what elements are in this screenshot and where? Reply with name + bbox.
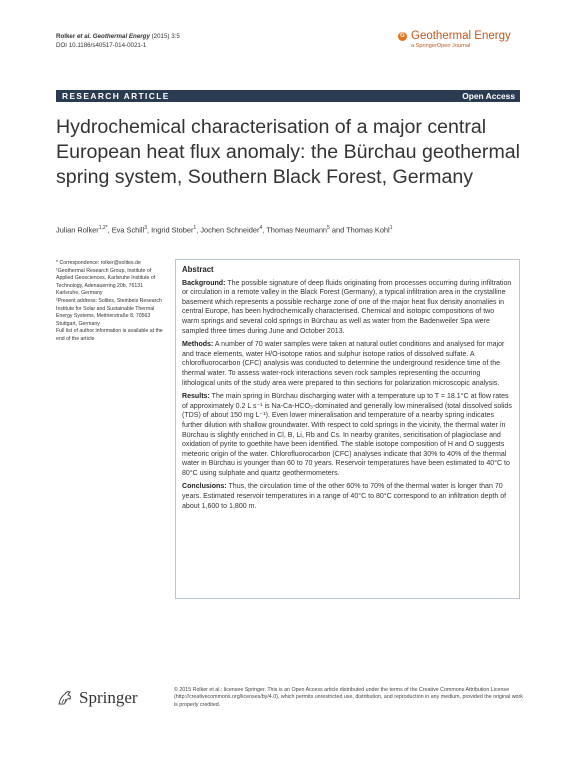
methods-text: A number of 70 water samples were taken at natural outlet conditions and analysed for major and trace elements, water H/O-isotope ratios and sulphur isotope ratios of dissolved sulfate. A chlorofluorocarbon (CFC) analysis was conducted to determine the underground residence time of the thermal water. To assess water-rock interactions seven rock samples representing the occurring lithological units of the study area were prepared to thin sections for polarization microscopic analysis. <box>182 341 505 387</box>
citation-journal: et al. Geothermal Energy <box>75 33 150 40</box>
author-list <box>56 225 526 234</box>
author-affiliation: 3 <box>144 225 147 231</box>
publisher-logo[interactable] <box>56 688 138 708</box>
article-type-bar <box>56 90 520 102</box>
correspondence[interactable]: * Correspondence: rolker@solites.de <box>56 260 141 266</box>
abstract-background <box>182 279 513 337</box>
article-title: Hydrochemical characterisation of a major central European heat flux anomaly: the Bürchau geothermal spring system, Southern Black Forest, Germany <box>56 116 521 188</box>
author-name[interactable]: Thomas Kohl <box>346 225 390 235</box>
author-affiliation: 5 <box>327 225 330 231</box>
journal-subtitle: a SpringerOpen Journal <box>411 43 471 49</box>
abstract-results <box>182 392 513 478</box>
affiliation-2: ²Present address: Solites, Steinbeis Research Institute for Solar and Sustainable Thermal Energy Systems, Meitnerstraße 8, 70563 Stuttgart, Germany <box>56 297 162 327</box>
author-separator: , <box>262 225 267 235</box>
results-text: The main spring in Bürchau discharging water with a temperature up to T = 18.1°C at flow rates of approximately 0.2 L s⁻¹ is Na-Ca-HCO₃-dominated and generally low mineralised (total dissolved solids (TDS) of about 150 mg L⁻¹). Even lower mineralisation and temperature of a nearby spring indicates further dilution with shallow groundwater. With respect to cold springs in the vicinity, the thermal water in Bürchau is slightly enriched in Cl, B, Li, Rb and Cs. In nearby granites, sericitisation of plagioclase and oxidation of pyrite to goethite have been identified. The stable isotope composition of H and O suggests meteoric origin of the water. Chlorofluorocarbon (CFC) analyses indicate that 30% to 40% of the thermal water in Bürchau is younger than 60 to 70 years. Reservoir temperatures have been estimated to 40°C to 80°C using sulphate and quartz geothermometers. <box>182 393 512 477</box>
author-separator: , <box>107 225 112 235</box>
conclusions-label: Conclusions: <box>182 483 227 491</box>
author-affiliation: 1 <box>389 225 393 231</box>
journal-reference <box>56 32 180 50</box>
citation-authors: Rolker <box>56 33 76 40</box>
author-name[interactable]: Thomas Neumann <box>266 225 328 235</box>
author-affiliation: 4 <box>259 225 263 231</box>
journal-name: Geothermal Energy <box>411 30 511 42</box>
background-label: Background: <box>182 279 226 287</box>
author-info-column <box>56 260 168 344</box>
conclusions-text: Thus, the circulation time of the other 60% to 70% of the thermal water is longer than 70 years. Estimated reservoir temperatures in a range of 40°C to 80°C correspond to an infiltration depth of about 1,600 to 1,800 m. <box>182 483 507 510</box>
author-info-note: Full list of author information is available at the end of the article <box>56 328 163 342</box>
author-name[interactable]: Julian Rolker <box>56 225 99 235</box>
abstract-box <box>175 259 520 599</box>
author-separator: and <box>329 225 347 235</box>
abstract-conclusions <box>182 482 513 511</box>
affiliation-1: ¹Geothermal Research Group, Institute of Applied Geosciences, Karlsruhe Institute of Technology, Adenauerring 20b, 76131 Karlsruhe, Germany <box>56 267 156 297</box>
abstract-methods <box>182 340 513 388</box>
methods-label: Methods: <box>182 341 214 349</box>
doi[interactable]: DOI 10.1186/s40517-014-0021-1 <box>56 42 147 49</box>
citation-year: (2015) 3:5 <box>149 33 180 40</box>
journal-brand[interactable] <box>398 30 528 49</box>
author-separator: , <box>196 225 201 235</box>
springeropen-logo-icon: G <box>398 32 407 41</box>
publisher-name: Springer <box>79 688 138 707</box>
author-name[interactable]: Eva Schill <box>111 225 145 235</box>
results-label: Results: <box>182 393 210 401</box>
citation-line <box>56 32 180 41</box>
author-name[interactable]: Jochen Schneider <box>200 225 260 235</box>
article-type-label: RESEARCH ARTICLE <box>62 91 170 101</box>
author-name[interactable]: Ingrid Stober <box>151 225 194 235</box>
journal-logo <box>398 30 528 42</box>
author-separator: , <box>146 225 152 235</box>
author-affiliation: 1 <box>193 225 197 231</box>
abstract-heading: Abstract <box>182 265 214 274</box>
open-access-label: Open Access <box>462 91 515 101</box>
background-text: The possible signature of deep fluids originating from processes occurring during infiltration or circulation in a remote valley in the Black Forest (Germany), a typical infiltration area in the crystalline basement which represents a possible recharge zone of one of the major heat flux density anomalies in central Europe, has been hydrochemically characterised. Chemical and isotopic compositions of two warm springs and several cold springs in Bürchau as well as water from the Badenweiler Spa were sampled three times during June and October 2013. <box>182 279 512 335</box>
license-statement: © 2015 Rolker et al.; licensee Springer. This is an Open Access article distributed under the terms of the Creative Commons Attribution License (http://creativecommons.org/licenses/by/4.0), which permits unrestricted use, distribution, and reproduction in any medium, provided the original work is properly credited. <box>174 687 523 708</box>
springer-horse-icon <box>56 689 74 707</box>
author-affiliation: 1,2* <box>98 225 108 231</box>
